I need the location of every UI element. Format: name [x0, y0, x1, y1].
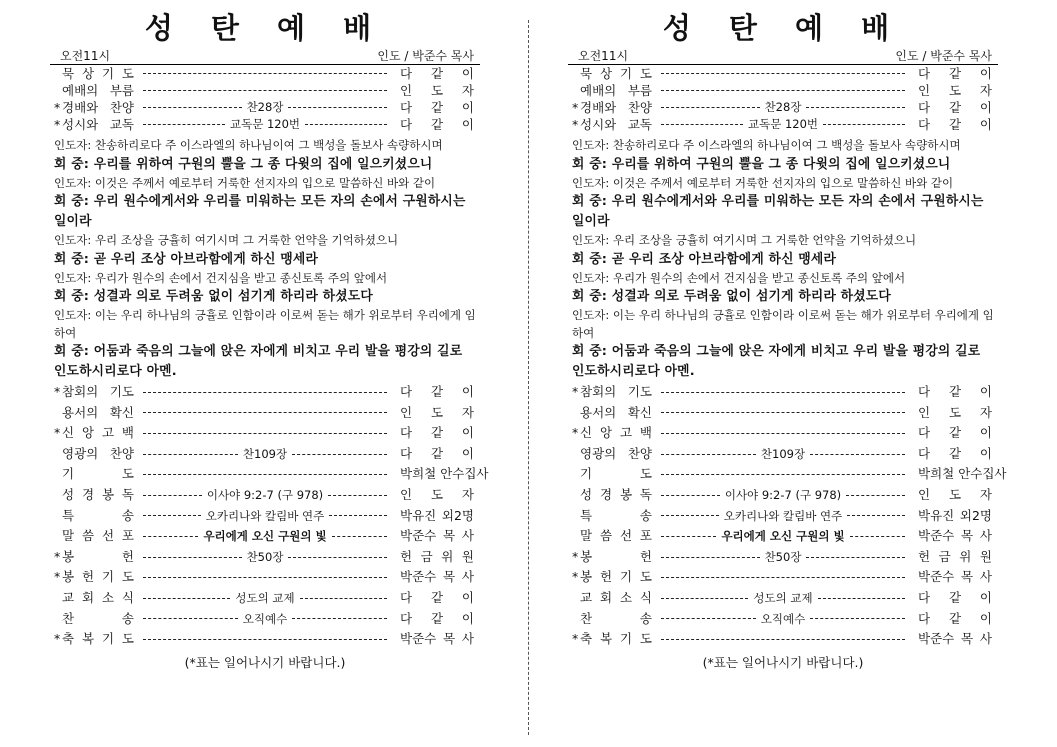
- congregation-response: 회 중: 성결과 의로 두려움 없이 섬기게 하리라 하셨도다: [572, 289, 891, 304]
- order-item-label: 축 복 기 도: [62, 631, 134, 647]
- order-item-leader: 박준수 목 사: [400, 631, 474, 647]
- order-item-detail: [658, 90, 908, 91]
- order-item-label: 특 송: [62, 507, 134, 523]
- order-item-leader: 다 같 이: [400, 589, 474, 605]
- dotted-leader: [661, 598, 748, 599]
- dotted-leader: [846, 495, 905, 496]
- service-time: 오전11시: [578, 49, 629, 63]
- order-item-detail: [140, 444, 390, 465]
- order-item: [568, 403, 998, 424]
- standing-mark: *: [54, 569, 61, 585]
- leader-reading: 인도자: 우리가 원수의 손에서 건지심을 받고 종신토록 주의 앞에서: [572, 270, 906, 285]
- dotted-leader: [143, 392, 387, 393]
- order-item: [50, 567, 480, 588]
- order-item-detail: [140, 639, 390, 640]
- order-item-leader: 헌 금 위 원: [918, 548, 992, 564]
- order-item-label: 성 경 봉 독: [580, 486, 652, 502]
- dotted-leader: [661, 433, 905, 434]
- order-item-detail: [658, 485, 908, 506]
- order-item: [50, 506, 480, 527]
- order-item: [50, 609, 480, 630]
- order-item-detail: [658, 412, 908, 413]
- congregation-response: 회 중: 우리 원수에게서와 우리를 미워하는 모든 자의 손에서 구원하시는 일이라: [572, 194, 984, 229]
- order-item-middle: 우리에게 오신 구원의 빛: [203, 529, 327, 544]
- dotted-leader: [661, 107, 760, 108]
- order-item-leader: 인 도 자: [400, 486, 474, 502]
- order-item: [50, 588, 480, 609]
- standing-note: (*표는 일어나시기 바랍니다.): [702, 654, 864, 670]
- order-item-detail: [658, 506, 908, 527]
- order-item: [50, 423, 480, 444]
- dotted-leader: [288, 557, 387, 558]
- order-item-detail: [140, 474, 390, 475]
- order-item-detail: [658, 116, 908, 133]
- order-item-label: 신 앙 고 백: [580, 425, 652, 441]
- order-item-label: 묵 상 기 도: [62, 66, 134, 81]
- order-item-leader: 다 같 이: [400, 425, 474, 441]
- order-of-worship-bottom: [568, 382, 1007, 650]
- order-item-middle: 교독문 120번: [747, 117, 819, 131]
- dotted-leader: [661, 639, 905, 640]
- dotted-leader: [143, 557, 242, 558]
- order-item-leader: 다 같 이: [400, 384, 474, 399]
- order-item: [568, 506, 998, 527]
- dotted-leader: [661, 618, 756, 619]
- dotted-leader: [661, 474, 905, 475]
- order-item: [568, 526, 998, 547]
- order-item-leader: 다 같 이: [918, 425, 992, 441]
- order-item-detail: [140, 433, 390, 434]
- standing-mark: *: [572, 384, 579, 399]
- dotted-leader: [143, 618, 238, 619]
- order-item: [568, 423, 998, 444]
- dotted-leader: [143, 598, 230, 599]
- order-item: [568, 444, 998, 465]
- service-title: 성 탄 예 배: [144, 11, 386, 45]
- order-item-middle: 오직예수: [760, 611, 806, 626]
- dotted-leader: [661, 124, 743, 125]
- order-item: [50, 65, 480, 82]
- order-item-middle: 이사야 9:2-7 (구 978): [206, 487, 324, 502]
- dotted-leader: [661, 73, 905, 74]
- standing-mark: *: [54, 425, 61, 441]
- order-item-middle: 찬109장: [760, 446, 806, 461]
- order-item-detail: [658, 577, 908, 578]
- order-item-middle: 찬109장: [242, 446, 288, 461]
- order-item-label: 영광의 찬양: [62, 445, 134, 461]
- congregation-response: 회 중: 곧 우리 조상 아브라함에게 하신 맹세라: [572, 251, 837, 267]
- dotted-leader: [143, 107, 242, 108]
- order-item-leader: 박준수 목 사: [918, 528, 992, 544]
- order-item-detail: [140, 588, 390, 609]
- order-item-label: 봉 헌: [580, 548, 652, 564]
- standing-mark: *: [572, 548, 579, 564]
- dotted-leader: [143, 639, 387, 640]
- order-item-label: 찬 송: [580, 610, 652, 626]
- dotted-leader: [661, 392, 905, 393]
- order-item: [50, 444, 480, 465]
- order-item-label: 봉 헌 기 도: [580, 569, 652, 585]
- order-item-middle: 오카리나와 칼림바 연주: [205, 508, 325, 523]
- order-item-detail: [140, 609, 390, 630]
- order-item: [50, 82, 480, 99]
- order-item: [568, 65, 998, 82]
- order-item: [50, 403, 480, 424]
- order-item: [568, 464, 1007, 485]
- order-item-label: 봉 헌 기 도: [62, 569, 134, 585]
- order-item: [50, 485, 480, 506]
- order-item-label: 기 도: [62, 466, 134, 482]
- dotted-leader: [143, 412, 387, 413]
- order-item-detail: [140, 506, 390, 527]
- dotted-leader: [661, 495, 720, 496]
- order-item-detail: [140, 526, 390, 547]
- order-item-middle: 찬28장: [246, 100, 284, 114]
- standing-mark: *: [572, 425, 579, 441]
- dotted-leader: [823, 124, 905, 125]
- order-item: [568, 588, 998, 609]
- dotted-leader: [292, 618, 387, 619]
- dotted-leader: [818, 598, 905, 599]
- standing-mark: *: [54, 384, 61, 399]
- service-subheader: [568, 48, 998, 65]
- leader-reading: 인도자: 이는 우리 하나님의 긍휼로 인함이라 이로써 돋는 해가 위로부터 우리에게 임하여: [54, 308, 476, 340]
- service-time: 오전11시: [60, 49, 111, 63]
- order-item-label: 축 복 기 도: [580, 631, 652, 647]
- order-item-leader: 인 도 자: [400, 404, 474, 420]
- order-item-detail: [658, 99, 908, 116]
- standing-mark: *: [572, 117, 579, 132]
- order-item-leader: 인 도 자: [918, 404, 992, 420]
- order-item-detail: [658, 73, 908, 74]
- order-item-label: 영광의 찬양: [580, 445, 652, 461]
- order-item-label: 참회의 기도: [62, 384, 134, 399]
- standing-mark: *: [54, 631, 61, 647]
- order-item-leader: 박준수 목 사: [918, 569, 992, 585]
- congregation-response: 회 중: 어둠과 죽음의 그늘에 앉은 자에게 비치고 우리 발을 평강의 길로 인도하시리로다 아멘.: [54, 344, 463, 379]
- order-item-label: 성시와 교독: [62, 117, 134, 132]
- congregation-response: 회 중: 성결과 의로 두려움 없이 섬기게 하리라 하셨도다: [54, 289, 373, 304]
- order-item-leader: 다 같 이: [918, 384, 992, 399]
- bulletin-panel-left: [50, 8, 489, 671]
- order-item-detail: [658, 474, 908, 475]
- congregation-response: 회 중: 우리를 위하여 구원의 뿔을 그 종 다윗의 집에 일으키셨으니: [54, 156, 433, 172]
- order-item-leader: 인 도 자: [400, 83, 474, 98]
- dotted-leader: [143, 454, 238, 455]
- order-item-detail: [140, 412, 390, 413]
- order-item-label: 참회의 기도: [580, 384, 652, 399]
- dotted-leader: [661, 454, 756, 455]
- leader-reading: 인도자: 우리 조상을 긍휼히 여기시며 그 거룩한 언약을 기억하셨으니: [572, 233, 917, 247]
- bulletin-panel-right: [568, 8, 1007, 671]
- order-item-detail: [658, 588, 908, 609]
- order-item-leader: 다 같 이: [918, 589, 992, 605]
- order-of-worship-top: [50, 65, 480, 133]
- order-item-leader: 다 같 이: [400, 610, 474, 626]
- dotted-leader: [847, 515, 905, 516]
- dotted-leader: [143, 536, 198, 537]
- order-item-label: 예배의 부름: [580, 83, 652, 98]
- order-item-label: 묵 상 기 도: [580, 66, 652, 81]
- order-item-middle: 찬50장: [246, 549, 284, 564]
- dotted-leader: [661, 536, 716, 537]
- order-item-leader: 박희철 안수집사: [918, 466, 1007, 482]
- order-item-label: 성시와 교독: [580, 117, 652, 132]
- order-item: [50, 629, 480, 650]
- dotted-leader: [143, 73, 387, 74]
- dotted-leader: [143, 124, 225, 125]
- dotted-leader: [661, 515, 719, 516]
- order-item-detail: [140, 73, 390, 74]
- order-item: [568, 609, 998, 630]
- order-item-leader: 인 도 자: [918, 486, 992, 502]
- standing-mark: *: [54, 100, 61, 115]
- dotted-leader: [661, 90, 905, 91]
- order-item-label: 기 도: [580, 466, 652, 482]
- order-item-leader: 박유진 외2명: [400, 507, 474, 523]
- service-leader-header: 인도 / 박준수 목사: [377, 49, 474, 63]
- responsive-reading: [568, 137, 998, 382]
- order-item-label: 신 앙 고 백: [62, 425, 134, 441]
- congregation-response: 회 중: 우리를 위하여 구원의 뿔을 그 종 다윗의 집에 일으키셨으니: [572, 156, 951, 172]
- order-item-middle: 우리에게 오신 구원의 빛: [721, 529, 845, 544]
- dotted-leader: [292, 454, 387, 455]
- leader-reading: 인도자: 이는 우리 하나님의 긍휼로 인함이라 이로써 돋는 해가 위로부터 우리에게 임하여: [572, 308, 994, 340]
- order-item-leader: 다 같 이: [918, 117, 992, 132]
- order-item-leader: 다 같 이: [400, 66, 474, 81]
- congregation-response: 회 중: 곧 우리 조상 아브라함에게 하신 맹세라: [54, 251, 319, 267]
- order-item-label: 교 회 소 식: [62, 589, 134, 605]
- standing-mark: *: [572, 100, 579, 115]
- order-item-middle: 교독문 120번: [229, 117, 301, 131]
- order-of-worship-bottom: [50, 382, 489, 650]
- order-item-label: 예배의 부름: [62, 83, 134, 98]
- leader-reading: 인도자: 찬송하리로다 주 이스라엘의 하나님이여 그 백성을 돌보사 속량하시며: [572, 138, 961, 152]
- order-item: [568, 485, 998, 506]
- order-item-leader: 인 도 자: [918, 83, 992, 98]
- leader-reading: 인도자: 우리 조상을 긍휼히 여기시며 그 거룩한 언약을 기억하셨으니: [54, 233, 399, 247]
- order-item-leader: 박유진 외2명: [918, 507, 992, 523]
- order-item-label: 말 씀 선 포: [580, 528, 652, 544]
- responsive-reading: [50, 137, 480, 382]
- order-item-label: 말 씀 선 포: [62, 528, 134, 544]
- order-item-leader: 박준수 목 사: [400, 528, 474, 544]
- dotted-leader: [850, 536, 905, 537]
- order-item-leader: 박준수 목 사: [918, 631, 992, 647]
- order-item-detail: [140, 392, 390, 393]
- order-item-detail: [140, 577, 390, 578]
- order-item-leader: 다 같 이: [918, 445, 992, 461]
- leader-reading: 인도자: 이것은 주께서 예로부터 거룩한 선지자의 입으로 말씀하신 바와 같이: [572, 175, 954, 190]
- order-item-middle: 성도의 교제: [235, 590, 295, 605]
- standing-mark: *: [572, 631, 579, 647]
- order-item: [50, 547, 480, 568]
- dotted-leader: [661, 412, 905, 413]
- order-item-label: 경배와 찬양: [62, 100, 134, 115]
- dotted-leader: [332, 536, 387, 537]
- order-item-middle: 오카리나와 칼림바 연주: [723, 508, 843, 523]
- dotted-leader: [143, 577, 387, 578]
- order-item: [568, 382, 998, 403]
- order-item-label: 경배와 찬양: [580, 100, 652, 115]
- service-leader-header: 인도 / 박준수 목사: [895, 49, 992, 63]
- dotted-leader: [661, 557, 760, 558]
- order-item-leader: 다 같 이: [918, 610, 992, 626]
- order-item-label: 특 송: [580, 507, 652, 523]
- dotted-leader: [329, 515, 387, 516]
- dotted-leader: [300, 598, 387, 599]
- order-item: [568, 116, 998, 133]
- dotted-leader: [810, 618, 905, 619]
- order-item-middle: 오직예수: [242, 611, 288, 626]
- order-item-detail: [140, 485, 390, 506]
- service-title: 성 탄 예 배: [662, 11, 904, 45]
- order-item-label: 용서의 확신: [580, 404, 652, 420]
- order-item-detail: [658, 433, 908, 434]
- order-item-leader: 다 같 이: [400, 117, 474, 132]
- dotted-leader: [288, 107, 387, 108]
- order-item: [50, 116, 480, 133]
- order-of-worship-top: [568, 65, 998, 133]
- order-item-middle: 이사야 9:2-7 (구 978): [724, 487, 842, 502]
- order-item-detail: [140, 90, 390, 91]
- order-item-detail: [140, 99, 390, 116]
- order-item-leader: 헌 금 위 원: [400, 548, 474, 564]
- order-item: [50, 526, 480, 547]
- dotted-leader: [810, 454, 905, 455]
- dotted-leader: [143, 515, 201, 516]
- order-item-detail: [658, 547, 908, 568]
- order-item-middle: 찬50장: [764, 549, 802, 564]
- dotted-leader: [806, 557, 905, 558]
- dotted-leader: [143, 433, 387, 434]
- standing-note: (*표는 일어나시기 바랍니다.): [184, 654, 346, 670]
- order-item-detail: [658, 639, 908, 640]
- order-item-label: 성 경 봉 독: [62, 486, 134, 502]
- dotted-leader: [661, 577, 905, 578]
- leader-reading: 인도자: 이것은 주께서 예로부터 거룩한 선지자의 입으로 말씀하신 바와 같이: [54, 175, 436, 190]
- order-item-label: 찬 송: [62, 610, 134, 626]
- order-item: [568, 567, 998, 588]
- dotted-leader: [143, 90, 387, 91]
- order-item-label: 용서의 확신: [62, 404, 134, 420]
- order-item-detail: [140, 547, 390, 568]
- order-item-detail: [140, 116, 390, 133]
- order-item-detail: [658, 526, 908, 547]
- order-item-leader: 박준수 목 사: [400, 569, 474, 585]
- order-item-leader: 다 같 이: [918, 100, 992, 115]
- order-item: [50, 99, 480, 116]
- order-item-leader: 다 같 이: [400, 445, 474, 461]
- order-item-leader: 박희철 안수집사: [400, 466, 489, 482]
- order-item: [568, 99, 998, 116]
- service-subheader: [50, 48, 480, 65]
- order-item-detail: [658, 444, 908, 465]
- congregation-response: 회 중: 우리 원수에게서와 우리를 미워하는 모든 자의 손에서 구원하시는 일이라: [54, 194, 466, 229]
- order-item-detail: [658, 392, 908, 393]
- leader-reading: 인도자: 우리가 원수의 손에서 건지심을 받고 종신토록 주의 앞에서: [54, 270, 388, 285]
- order-item-middle: 찬28장: [764, 100, 802, 114]
- order-item: [50, 382, 480, 403]
- dotted-leader: [806, 107, 905, 108]
- order-item: [568, 82, 998, 99]
- order-item-leader: 다 같 이: [918, 66, 992, 81]
- dotted-leader: [305, 124, 387, 125]
- dotted-leader: [143, 474, 387, 475]
- standing-mark: *: [54, 548, 61, 564]
- order-item-middle: 성도의 교제: [753, 590, 813, 605]
- congregation-response: 회 중: 어둠과 죽음의 그늘에 앉은 자에게 비치고 우리 발을 평강의 길로 인도하시리로다 아멘.: [572, 344, 981, 379]
- order-item-leader: 다 같 이: [400, 100, 474, 115]
- order-item-detail: [658, 609, 908, 630]
- standing-mark: *: [572, 569, 579, 585]
- order-item: [50, 464, 489, 485]
- dotted-leader: [143, 495, 202, 496]
- standing-mark: *: [54, 117, 61, 132]
- order-item-label: 교 회 소 식: [580, 589, 652, 605]
- leader-reading: 인도자: 찬송하리로다 주 이스라엘의 하나님이여 그 백성을 돌보사 속량하시며: [54, 138, 443, 152]
- dotted-leader: [328, 495, 387, 496]
- page-fold-divider: [528, 20, 529, 735]
- order-item-label: 봉 헌: [62, 548, 134, 564]
- order-item: [568, 629, 998, 650]
- order-item: [568, 547, 998, 568]
